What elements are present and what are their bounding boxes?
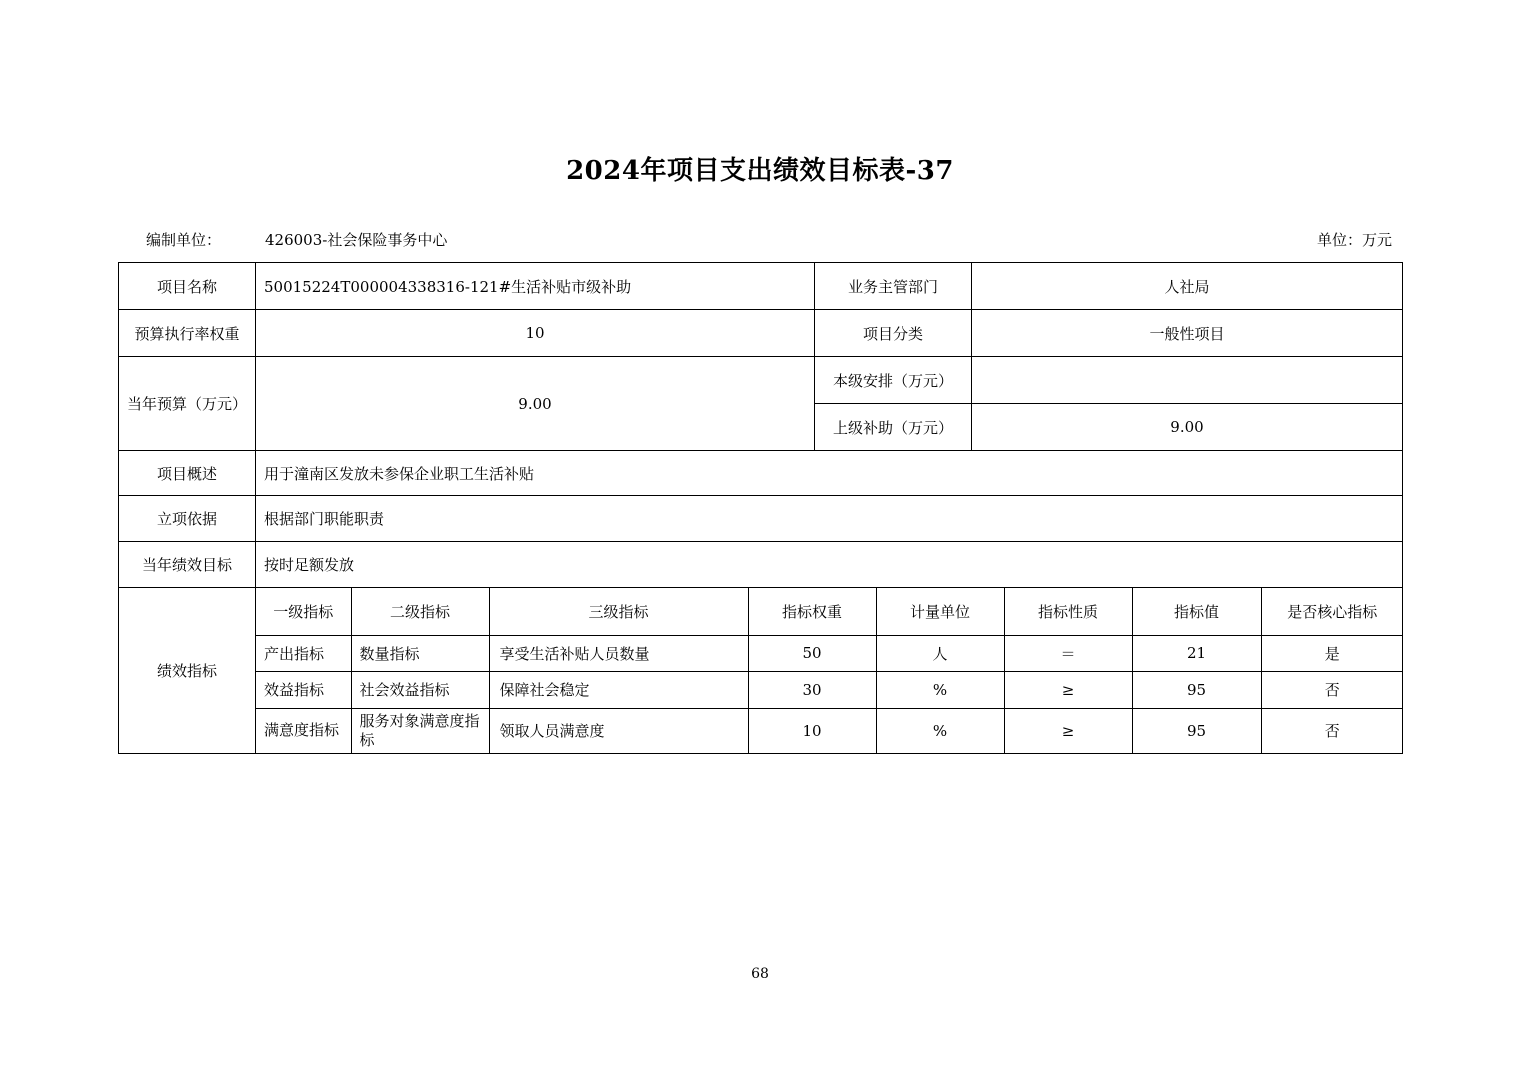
nature-cell: ≥ xyxy=(1004,708,1132,753)
compiling-unit-label: 编制单位： xyxy=(146,231,222,249)
level3-cell: 领取人员满意度 xyxy=(489,708,748,753)
header-level3: 三级指标 xyxy=(489,588,748,635)
value-cell: 95 xyxy=(1132,671,1261,708)
core-cell: 否 xyxy=(1261,708,1403,753)
level1-cell: 满意度指标 xyxy=(256,708,351,753)
annual-goal-label: 当年绩效目标 xyxy=(119,542,256,588)
unit-cell: % xyxy=(876,671,1004,708)
level2-cell: 服务对象满意度指标 xyxy=(351,708,489,753)
header-nature: 指标性质 xyxy=(1004,588,1132,635)
indicators-header-row xyxy=(256,588,1403,635)
page-number: 68 xyxy=(751,966,769,982)
indicators-section xyxy=(256,588,1403,754)
category-value: 一般性项目 xyxy=(972,310,1403,357)
project-name-value: 50015224T000004338316-121#生活补贴市级补助 xyxy=(256,263,815,310)
level3-cell: 保障社会稳定 xyxy=(489,671,748,708)
header-level2: 二级指标 xyxy=(351,588,489,635)
exec-weight-value: 10 xyxy=(256,310,815,357)
currency-unit: 单位：万元 xyxy=(1316,231,1392,249)
level1-cell: 效益指标 xyxy=(256,671,351,708)
unit-cell: % xyxy=(876,708,1004,753)
table-row xyxy=(256,671,1403,708)
upper-subsidy-label: 上级补助（万元） xyxy=(815,404,972,451)
level3-cell: 享受生活补贴人员数量 xyxy=(489,635,748,671)
header-weight: 指标权重 xyxy=(748,588,876,635)
value-cell: 95 xyxy=(1132,708,1261,753)
budget-label: 当年预算（万元） xyxy=(119,357,256,451)
page-title: 2024年项目支出绩效目标表-37 xyxy=(566,156,954,186)
value-cell: 21 xyxy=(1132,635,1261,671)
upper-subsidy-value: 9.00 xyxy=(972,404,1403,451)
header-unit: 计量单位 xyxy=(876,588,1004,635)
level2-cell: 社会效益指标 xyxy=(351,671,489,708)
core-cell: 是 xyxy=(1261,635,1403,671)
performance-target-table xyxy=(118,262,1403,754)
weight-cell: 50 xyxy=(748,635,876,671)
weight-cell: 30 xyxy=(748,671,876,708)
weight-cell: 10 xyxy=(748,708,876,753)
dept-value: 人社局 xyxy=(972,263,1403,310)
local-arrangement-label: 本级安排（万元） xyxy=(815,357,972,404)
summary-value: 用于潼南区发放未参保企业职工生活补贴 xyxy=(256,451,1403,496)
indicators-label: 绩效指标 xyxy=(119,588,256,754)
indicators-table xyxy=(256,588,1403,753)
core-cell: 否 xyxy=(1261,671,1403,708)
header-level1: 一级指标 xyxy=(256,588,351,635)
local-arrangement-value xyxy=(972,357,1403,404)
project-name-label: 项目名称 xyxy=(119,263,256,310)
header-value: 指标值 xyxy=(1132,588,1261,635)
level2-cell: 数量指标 xyxy=(351,635,489,671)
nature-cell: ＝ xyxy=(1004,635,1132,671)
dept-label: 业务主管部门 xyxy=(815,263,972,310)
budget-value: 9.00 xyxy=(256,357,815,451)
summary-label: 项目概述 xyxy=(119,451,256,496)
basis-value: 根据部门职能职责 xyxy=(256,496,1403,542)
annual-goal-value: 按时足额发放 xyxy=(256,542,1403,588)
category-label: 项目分类 xyxy=(815,310,972,357)
table-row xyxy=(256,635,1403,671)
exec-weight-label: 预算执行率权重 xyxy=(119,310,256,357)
level1-cell: 产出指标 xyxy=(256,635,351,671)
compiling-unit-value: 426003-社会保险事务中心 xyxy=(265,231,448,249)
nature-cell: ≥ xyxy=(1004,671,1132,708)
table-row xyxy=(256,708,1403,753)
unit-cell: 人 xyxy=(876,635,1004,671)
basis-label: 立项依据 xyxy=(119,496,256,542)
header-core: 是否核心指标 xyxy=(1261,588,1403,635)
